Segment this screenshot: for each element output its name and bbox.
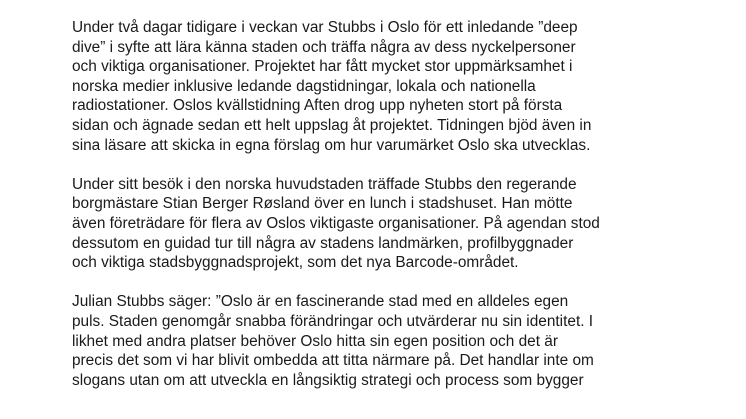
text-line: sina läsare att skicka in egna förslag om hur varumärket Oslo ska utvecklas.: [72, 136, 591, 154]
text-line: norska medier inklusive ledande dagstidningar, lokala och nationella: [72, 77, 536, 95]
paragraph-3: [72, 292, 692, 390]
text-line: sidan och ägnade sedan ett helt uppslag åt projektet. Tidningen bjöd även in: [72, 116, 592, 134]
text-line: dessutom en guidad tur till några av stadens landmärken, profilbyggnader: [72, 234, 574, 252]
text-line: likhet med andra platser behöver Oslo hitta sin egen position och det är: [72, 332, 558, 350]
text-line: puls. Staden genomgår snabba förändringar och utvärderar nu sin identitet. I: [72, 312, 594, 330]
document-page: [72, 18, 692, 410]
paragraph-2: [72, 175, 692, 273]
text-line: precis det som vi har blivit ombedda att titta närmare på. Det handlar inte om: [72, 352, 594, 370]
text-line: Under två dagar tidigare i veckan var Stubbs i Oslo för ett inledande ”deep: [72, 19, 578, 36]
text-line: och viktiga stadsbyggnadsprojekt, som det nya Barcode-området.: [72, 254, 519, 272]
text-line: även företrädare för flera av Oslos viktigaste organisationer. På agendan stod: [72, 214, 600, 232]
text-line: Julian Stubbs säger: ”Oslo är en fascinerande stad med en alldeles egen: [72, 293, 569, 311]
text-line: radiostationer. Oslos kvällstidning Aften drog upp nyheten stort på första: [72, 97, 563, 115]
text-line: borgmästare Stian Berger Røsland över en lunch i stadshuset. Han mötte: [72, 195, 573, 213]
paragraph-1: [72, 18, 692, 155]
text-line: slogans utan om att utveckla en långsiktig strategi och process som bygger: [72, 371, 584, 389]
text-line: dive” i syfte att lära känna staden och träffa några av dess nyckelpersoner: [72, 38, 576, 56]
text-line: och viktiga organisationer. Projektet har fått mycket stor uppmärksamhet i: [72, 58, 573, 76]
text-line: Under sitt besök i den norska huvudstaden träffade Stubbs den regerande: [72, 175, 577, 193]
